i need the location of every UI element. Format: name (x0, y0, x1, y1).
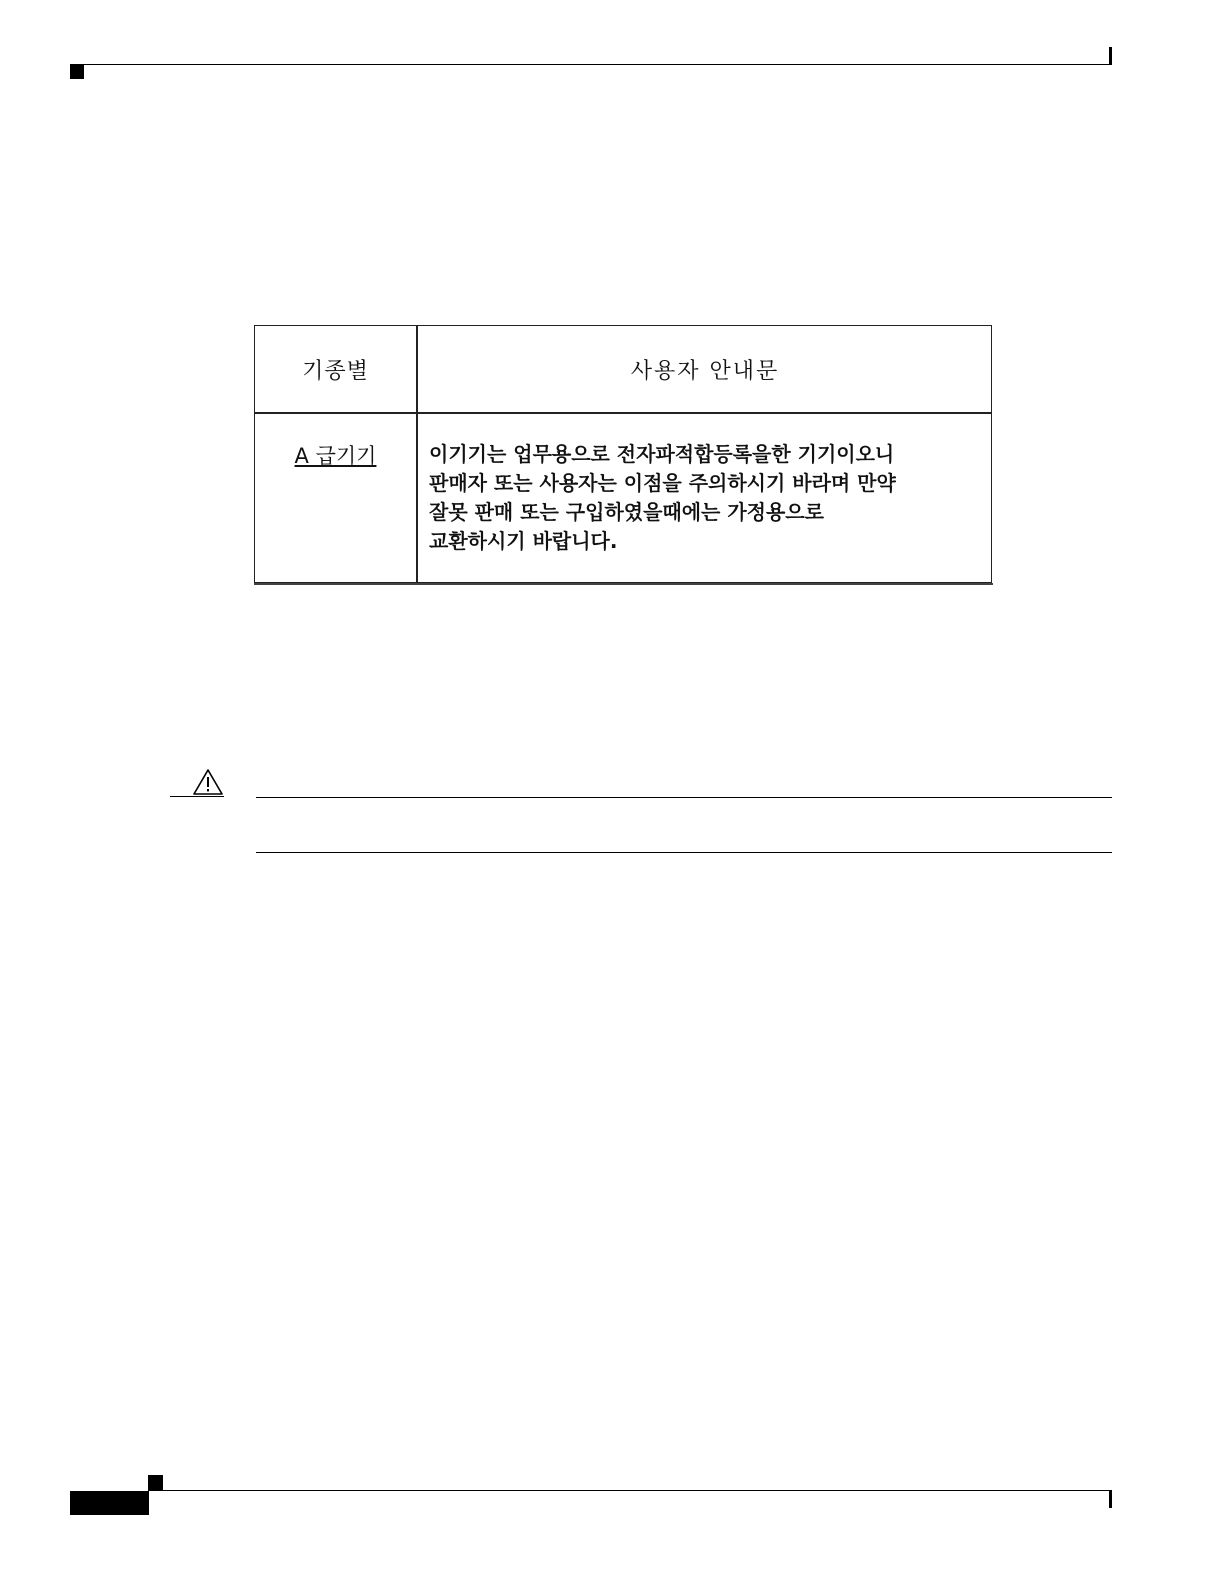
notice-line: 잘못 판매 또는 구입하였을때에는 가정용으로 (429, 500, 824, 524)
footer-right-tick (1109, 1491, 1112, 1508)
table-bottom-edge (254, 583, 993, 585)
notice-line: 교환하시기 바랍니다. (429, 529, 618, 553)
header-rule (70, 64, 1112, 65)
caution-rule-top (256, 797, 1112, 798)
table-header-category: 기종별 (302, 359, 369, 384)
footer-left-mark (148, 1475, 163, 1490)
notice-line: 이기기는 업무용으로 전자파적합등록을한 기기이오니 (429, 442, 895, 466)
notice-line: 판매자 또는 사용자는 이점을 주의하시기 바라며 만약 (429, 471, 896, 495)
caution-icon-underline (170, 796, 224, 797)
table-cell-notice (429, 440, 989, 556)
caution-rule-bottom (256, 852, 1112, 853)
footer-rule (148, 1490, 1112, 1491)
footer-page-tab (70, 1491, 149, 1515)
class-a-notice-table (254, 325, 992, 583)
header-left-mark (70, 65, 84, 79)
header-right-tick (1109, 47, 1112, 64)
table-header-notice: 사용자 안내문 (630, 359, 780, 384)
warning-triangle-icon (192, 768, 224, 796)
table-row-divider (255, 412, 991, 414)
table-cell-category: A 급기기 (294, 444, 377, 468)
